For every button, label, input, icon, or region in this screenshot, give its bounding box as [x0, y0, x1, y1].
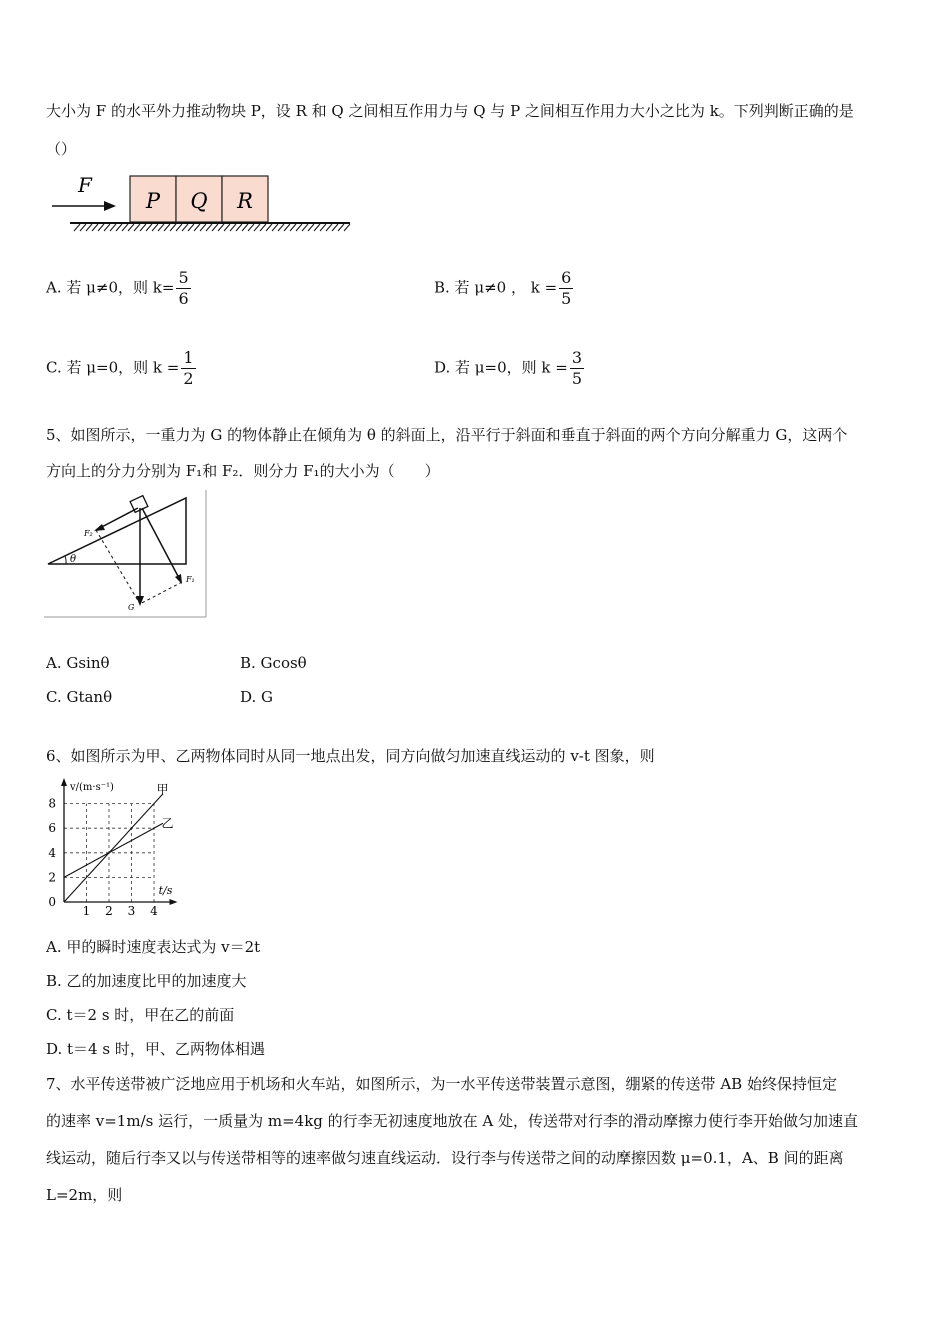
q5-option-c[interactable]: C. Gtanθ — [46, 688, 113, 706]
q5-incline-figure — [44, 490, 208, 618]
hatch-mark — [242, 224, 248, 231]
hatch-mark — [116, 224, 122, 231]
hatch-mark — [140, 224, 146, 231]
q6-option-a[interactable]: A. 甲的瞬时速度表达式为 v＝2t — [46, 938, 261, 956]
block-q-label: Q — [190, 189, 208, 213]
y-tick-label: 2 — [48, 870, 56, 885]
q4-stem-line1: 大小为 F 的水平外力推动物块 P，设 R 和 Q 之间相互作用力与 Q 与 P 之间相互作用力大小之比为 k。下列判断正确的是 — [46, 102, 854, 120]
hatch-mark — [86, 224, 92, 231]
hatch-mark — [314, 224, 320, 231]
y-axis-label: v/(m·s⁻¹) — [70, 782, 114, 793]
hatch-mark — [230, 224, 236, 231]
q4-option-a[interactable]: A. 若 μ≠0，则 k= $\frac{5}{6}$ — [46, 268, 189, 308]
hatch-mark — [248, 224, 254, 231]
hatch-mark — [80, 224, 86, 231]
hatch-mark — [176, 224, 182, 231]
hatch-mark — [290, 224, 296, 231]
origin-label: 0 — [48, 895, 56, 909]
x-tick-label: 2 — [105, 904, 113, 918]
hatch-mark — [224, 224, 230, 231]
hatch-mark — [200, 224, 206, 231]
hatch-mark — [74, 224, 80, 231]
q4-blocks-figure — [46, 170, 356, 240]
q4-option-b[interactable]: B. 若 μ≠0 ， k = $\frac{6}{5}$ — [434, 268, 572, 308]
hatch-mark — [338, 224, 344, 231]
theta-label: θ — [70, 554, 77, 565]
y-axis-arrow-icon — [61, 778, 67, 786]
force-label: F — [78, 173, 92, 197]
series-line-yi — [64, 823, 163, 877]
hatch-mark — [218, 224, 224, 231]
hatch-mark — [128, 224, 134, 231]
series-line-jia — [64, 794, 163, 902]
incline — [48, 498, 186, 564]
x-axis-label: t/s — [158, 884, 173, 897]
series-label-yi: 乙 — [161, 816, 174, 831]
hatch-mark — [170, 224, 176, 231]
hatch-mark — [254, 224, 260, 231]
q5-stem-line2: 方向上的分力分别为 F₁和 F₂．则分力 F₁的大小为（ ） — [46, 462, 440, 480]
hatch-mark — [236, 224, 242, 231]
q6-option-c[interactable]: C. t＝2 s 时，甲在乙的前面 — [46, 1006, 235, 1024]
hatch-mark — [272, 224, 278, 231]
q4-option-c[interactable]: C. 若 μ=0，则 k = $\frac{1}{2}$ — [46, 348, 194, 388]
ground-hatch — [74, 224, 350, 231]
x-axis-arrow-icon — [170, 899, 178, 905]
x-tick-label: 3 — [127, 904, 136, 918]
g-label: G — [128, 603, 135, 612]
y-tick-label: 4 — [48, 845, 56, 860]
q5-option-a[interactable]: A. Gsinθ — [46, 654, 110, 672]
hatch-mark — [332, 224, 338, 231]
hatch-mark — [98, 224, 104, 231]
hatch-mark — [260, 224, 266, 231]
hatch-mark — [302, 224, 308, 231]
vt-chart — [44, 776, 214, 918]
hatch-mark — [152, 224, 158, 231]
hatch-mark — [344, 224, 350, 231]
q5-stem-line1: 5、如图所示，一重力为 G 的物体静止在倾角为 θ 的斜面上，沿平行于斜面和垂直于斜面的两个方向分解重力 G，这两个 — [46, 426, 848, 444]
hatch-mark — [320, 224, 326, 231]
block-p-label: P — [145, 189, 161, 213]
y-tick-label: 8 — [48, 796, 56, 811]
q5-option-d[interactable]: D. G — [240, 688, 274, 706]
q6-option-b[interactable]: B. 乙的加速度比甲的加速度大 — [46, 972, 247, 990]
force-arrow-icon — [104, 201, 116, 211]
object-block — [130, 496, 148, 513]
hatch-mark — [122, 224, 128, 231]
hatch-mark — [212, 224, 218, 231]
hatch-mark — [206, 224, 212, 231]
q6-option-d[interactable]: D. t＝4 s 时，甲、乙两物体相遇 — [46, 1040, 265, 1058]
x-tick-label: 1 — [82, 904, 91, 918]
hatch-mark — [134, 224, 140, 231]
q7-line1: 7、水平传送带被广泛地应用于机场和火车站，如图所示，为一水平传送带装置示意图，绷紧的传送带 AB 始终保持恒定 — [46, 1075, 837, 1093]
block-r-label: R — [237, 189, 253, 213]
hatch-mark — [104, 224, 110, 231]
hatch-mark — [146, 224, 152, 231]
q4-option-d[interactable]: D. 若 μ=0，则 k = $\frac{3}{5}$ — [434, 348, 583, 388]
q7-line2: 的速率 v=1m/s 运行，一质量为 m=4kg 的行李无初速度地放在 A 处，传送带对行李的滑动摩擦力使行李开始做匀加速直 — [46, 1112, 859, 1130]
hatch-mark — [278, 224, 284, 231]
hatch-mark — [308, 224, 314, 231]
f2-label: F₂ — [84, 529, 93, 538]
hatch-mark — [266, 224, 272, 231]
hatch-mark — [158, 224, 164, 231]
hatch-mark — [92, 224, 98, 231]
hatch-mark — [284, 224, 290, 231]
hatch-mark — [326, 224, 332, 231]
hatch-mark — [194, 224, 200, 231]
q6-stem: 6、如图所示为甲、乙两物体同时从同一地点出发，同方向做匀加速直线运动的 v-t 图象，则 — [46, 747, 655, 765]
f1-label: F₁ — [186, 575, 195, 584]
q7-line3: 线运动，随后行李又以与传送带相等的速率做匀速直线运动．设行李与传送带之间的动摩擦因数 μ=0.1，A、B 间的距离 — [46, 1149, 844, 1167]
hatch-mark — [110, 224, 116, 231]
series-label-jia: 甲 — [156, 782, 169, 797]
hatch-mark — [164, 224, 170, 231]
g-arrow-icon — [136, 596, 144, 606]
hatch-mark — [296, 224, 302, 231]
hatch-mark — [188, 224, 194, 231]
q4-stem-line2: （） — [46, 140, 77, 158]
f2-arrow-icon — [94, 524, 105, 531]
x-tick-label: 4 — [150, 904, 158, 918]
y-tick-label: 6 — [48, 821, 56, 836]
q5-option-b[interactable]: B. Gcosθ — [240, 654, 307, 672]
hatch-mark — [182, 224, 188, 231]
q7-line4: L=2m，则 — [46, 1186, 123, 1204]
